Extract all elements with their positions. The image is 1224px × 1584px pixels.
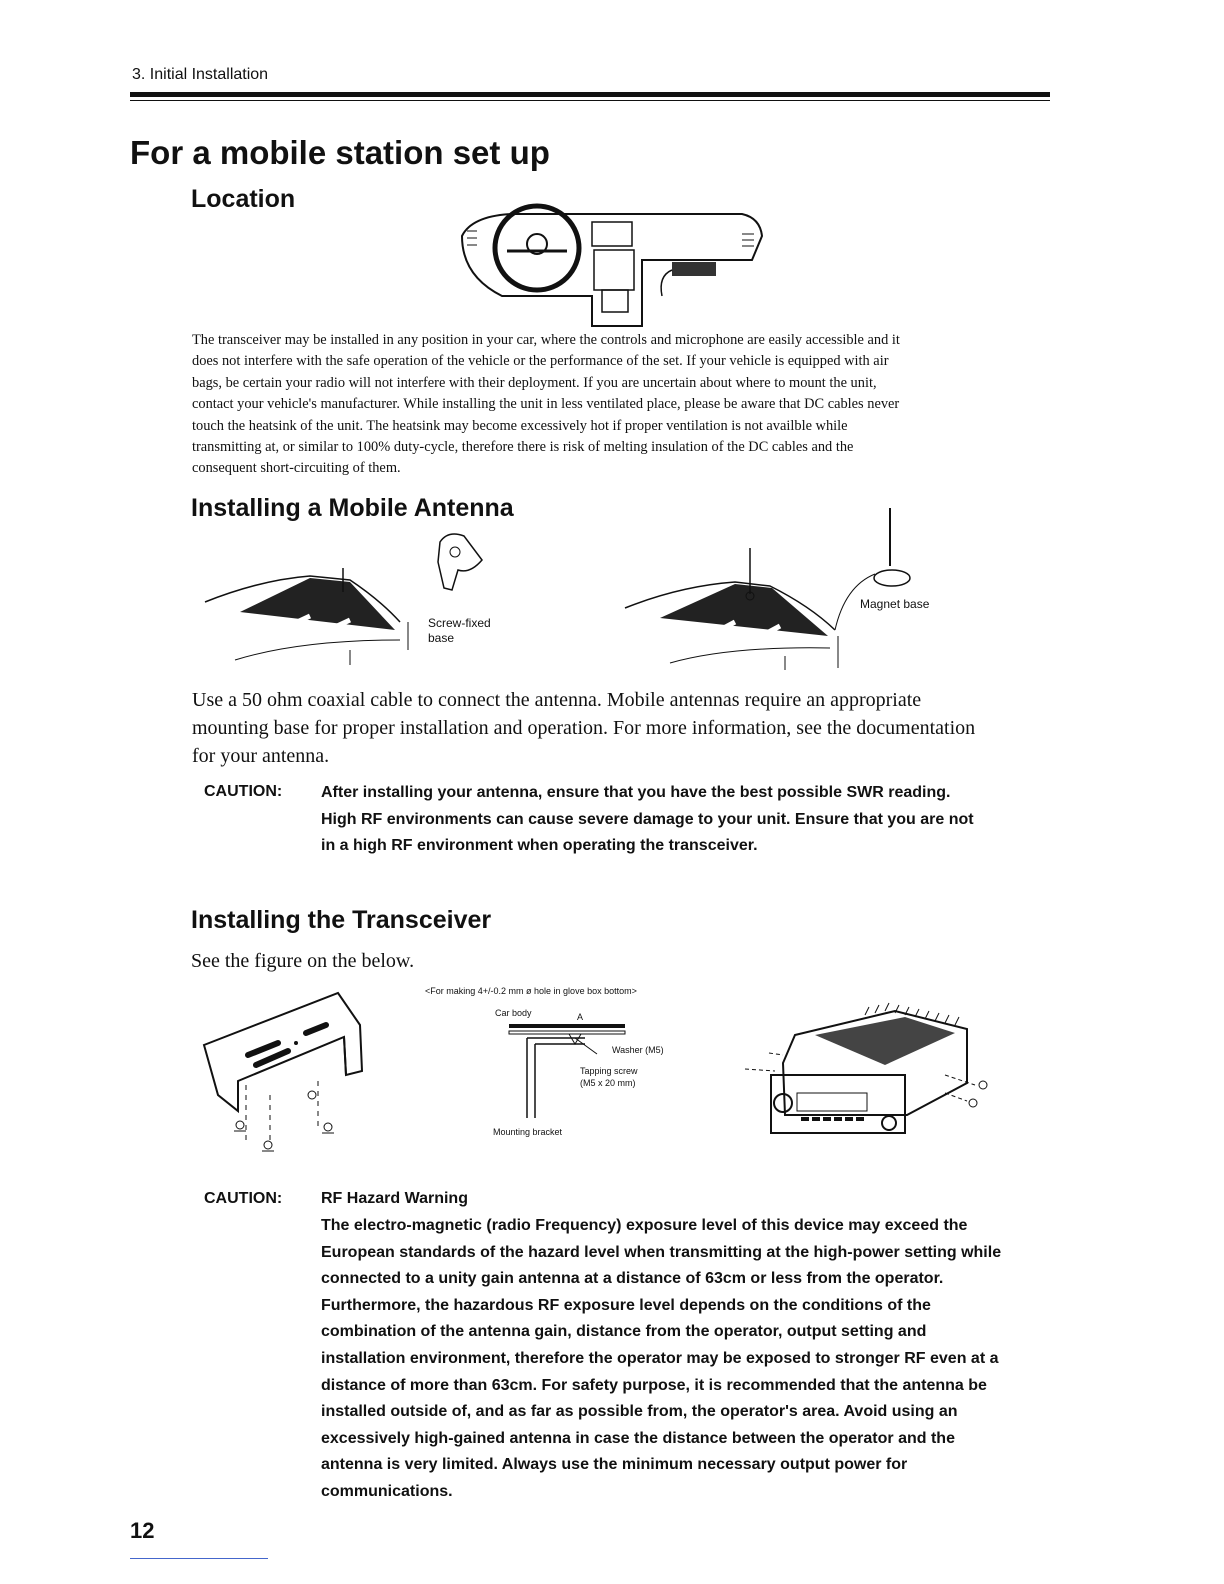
page-number: 12: [130, 1518, 155, 1543]
label-a: A: [577, 1012, 584, 1022]
location-paragraph: The transceiver may be installed in any position in your car, where the controls and microphone are easily accessible and it does not interfere with the safe operation of the vehicle or the performance of the set. If your vehicle is equipped with air bags, be certain your radio will not interfere with their deployment. If you are uncertain about where to mount the unit, contact your vehicle's manufacturer. While installing the unit in less ventilated place, please be aware that DC cables never touch the heatsink of the unit. The heatsink may become excessively hot if proper ventilation is not availble while transmitting at, or similar to 100% duty-cycle, therefore there is risk of melting insulation of the DC cables and the consequent short-circuiting of them.: [192, 332, 900, 477]
transceiver-unit-illustration: [735, 1005, 995, 1145]
antenna-caution-label: CAUTION:: [204, 783, 283, 800]
transceiver-intro: See the figure on the below.: [191, 950, 415, 972]
antenna-heading: Installing a Mobile Antenna: [191, 494, 514, 522]
location-heading: Location: [191, 185, 296, 213]
mounting-bracket-illustration: [198, 985, 378, 1160]
rf-caution-label: CAUTION:: [204, 1190, 283, 1207]
rf-caution-title: RF Hazard Warning: [321, 1190, 468, 1207]
antenna-paragraph: Use a 50 ohm coaxial cable to connect the antenna. Mobile antennas require an appropriate mounting base for proper installation and operation. For more information, see the documentation for your antenna.: [192, 689, 976, 767]
mounting-bracket-label: Mounting bracket: [493, 1127, 563, 1137]
screw-base-label-1: Screw-fixed: [428, 616, 491, 630]
header-rule-thick: [130, 92, 1050, 97]
dashboard-illustration: [452, 196, 772, 336]
page-title: For a mobile station set up: [130, 134, 550, 171]
footer-rule: [130, 1558, 268, 1559]
header-rule-thin: [130, 100, 1050, 101]
tapping-screw-label-1: Tapping screw: [580, 1066, 638, 1076]
magnet-base-label: Magnet base: [860, 597, 930, 611]
transceiver-heading: Installing the Transceiver: [191, 906, 492, 934]
running-header: 3. Initial Installation: [132, 66, 269, 83]
car-body-label: Car body: [495, 1008, 532, 1018]
rf-caution-text: The electro-magnetic (radio Frequency) exposure level of this device may exceed the European standards of the hazard level when transmitting at the high-power setting while connected to a unity gain antenna at a distance of 63cm or less from the operator. Furthermore, the hazardous RF exposure level depends on the conditions of the combination of the antenna gain, distance from the operator, output setting and installation environment, therefore the operator may be exposed to stronger RF even at a distance of more than 63cm. For safety purpose, it is recommended that the antenna be installed outside of, and as far as possible from, the operator's area. Avoid using an excessively high-gained antenna in case the distance between the operator and the antenna is very limited. Always use the minimum necessary output power for communications.: [321, 1217, 1002, 1500]
washer-label: Washer (M5): [612, 1045, 664, 1055]
screw-base-car-illustration: [200, 530, 500, 680]
figure-note: <For making 4+/-0.2 mm ø hole in glove box bottom>: [425, 986, 637, 996]
screw-base-label-2: base: [428, 631, 455, 645]
magnet-base-car-illustration: [620, 508, 940, 678]
antenna-caution-text: After installing your antenna, ensure that you have the best possible SWR reading. High RF environments can cause severe damage to your unit. Ensure that you are not in a high RF environment when operating the transceiver.: [321, 784, 974, 855]
tapping-screw-label-2: (M5 x 20 mm): [580, 1078, 636, 1088]
